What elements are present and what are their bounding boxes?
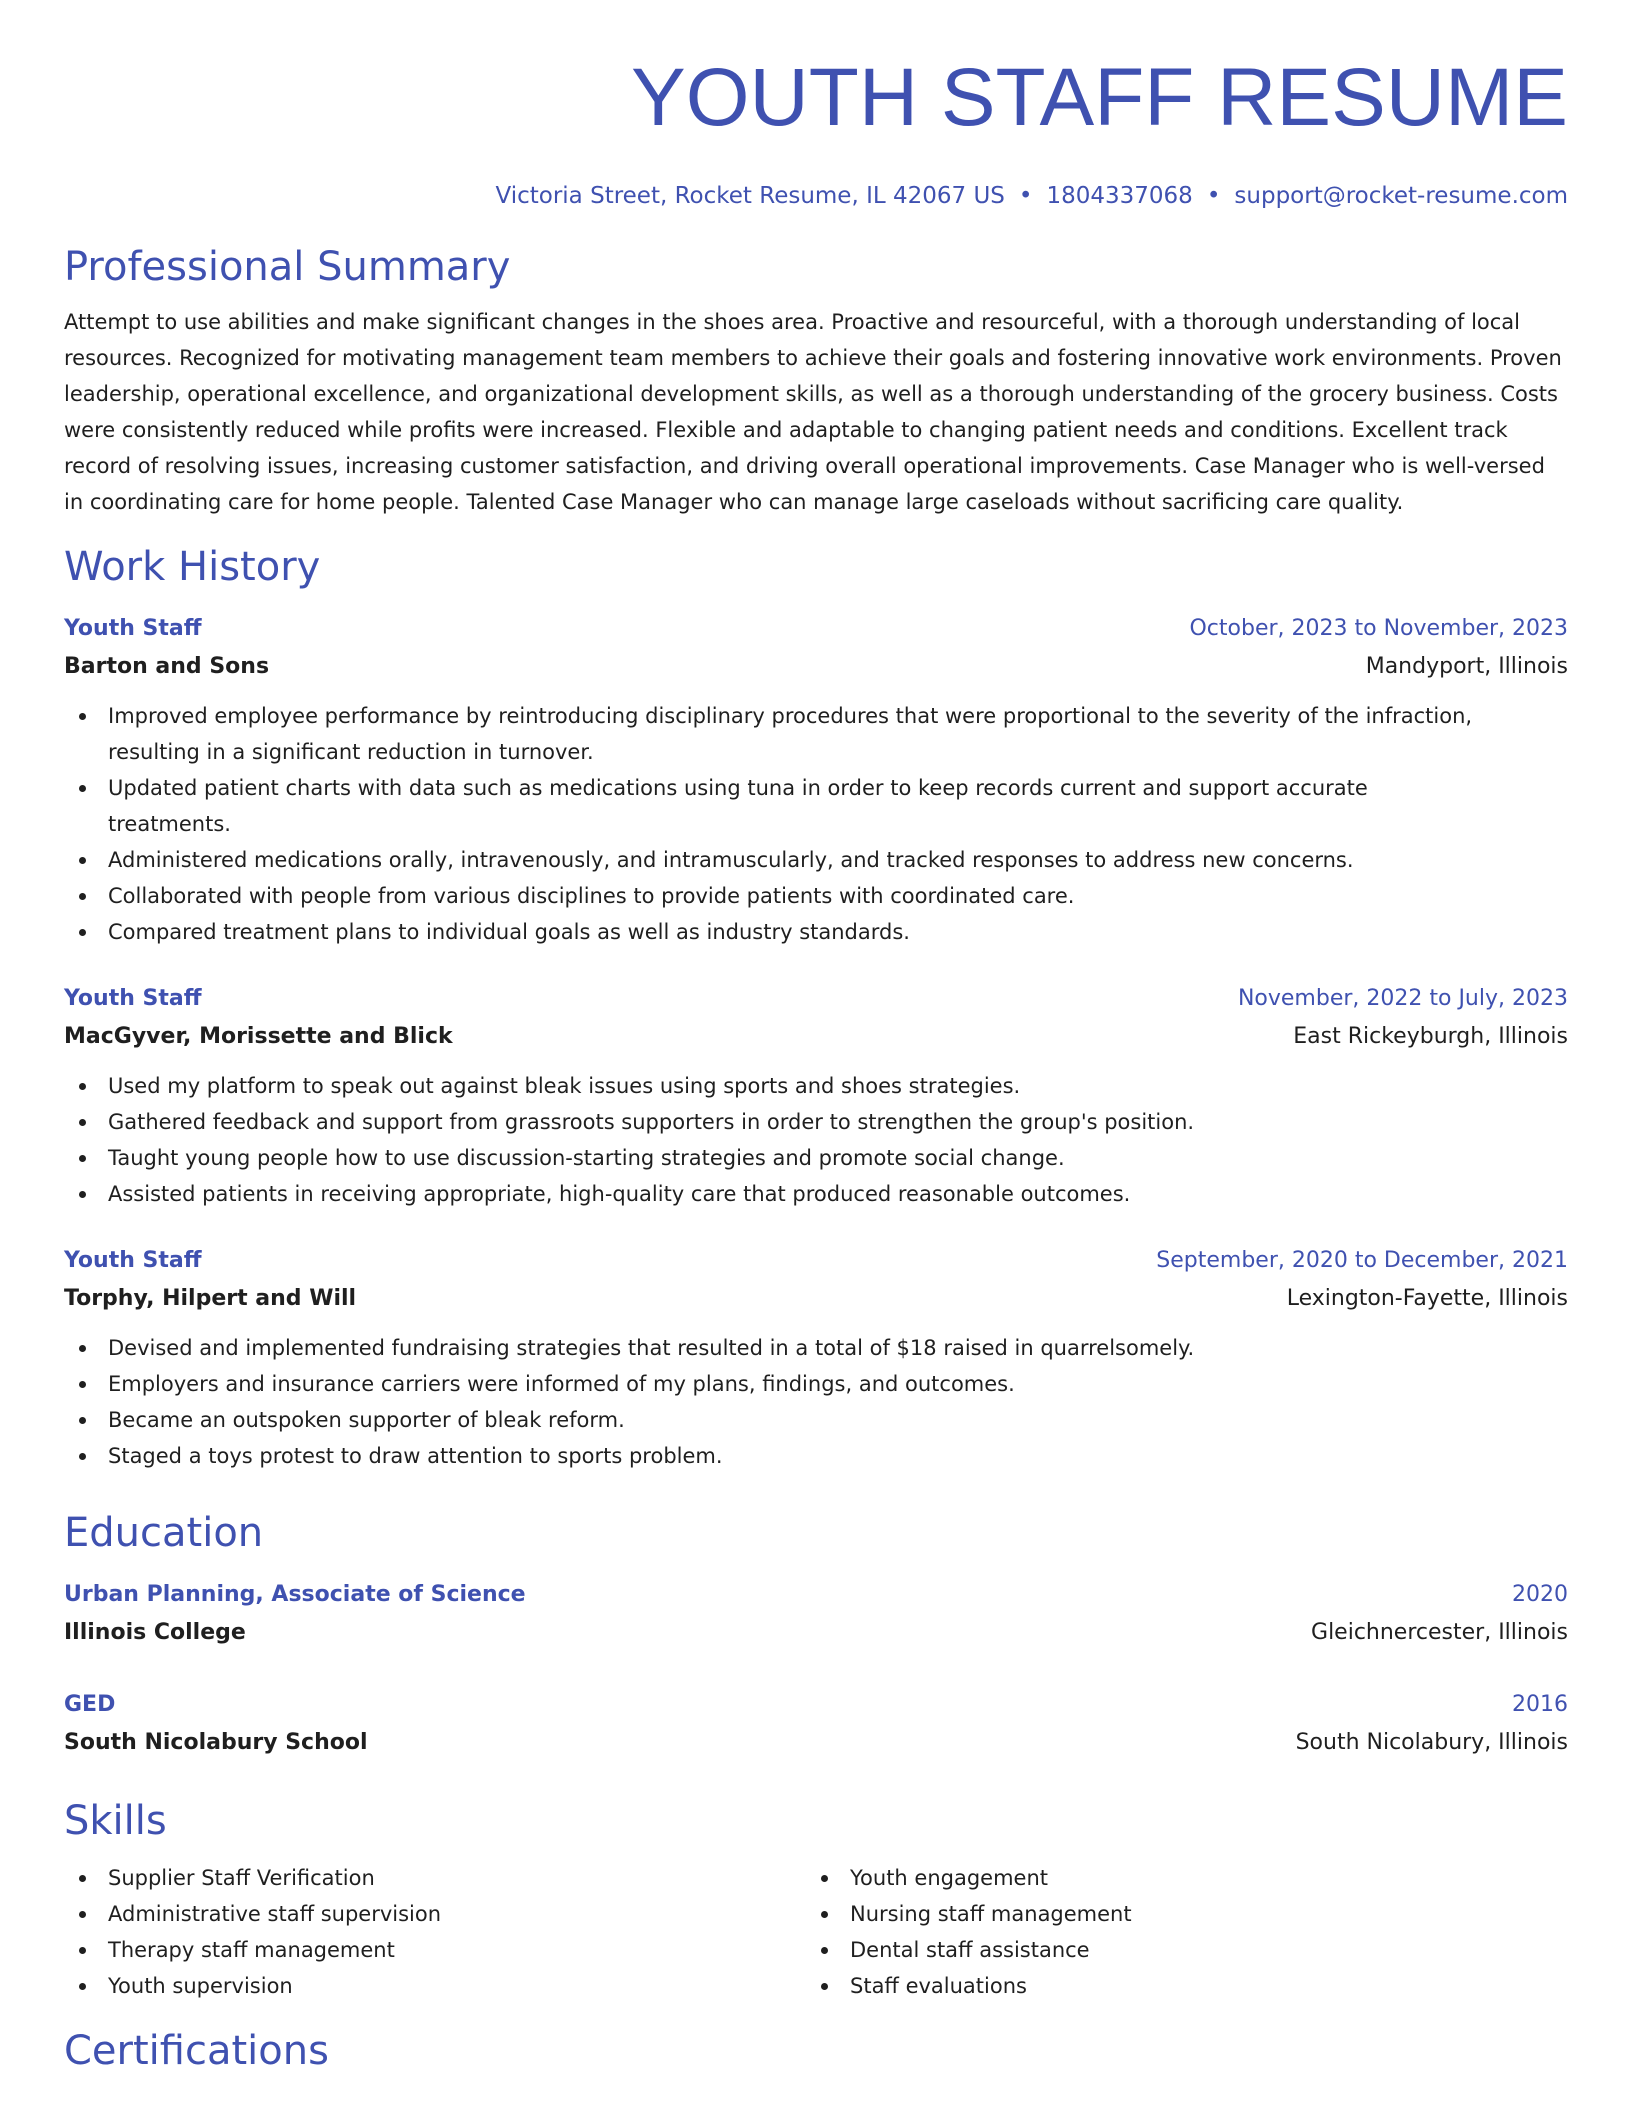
skills-list <box>806 1860 1548 2004</box>
certifications-heading: Certifications <box>64 2028 329 2074</box>
job-role: Youth Staff <box>64 986 202 1011</box>
list-item: Devised and implemented fundraising strategies that resulted in a total of $18 raised in quarrelsomely. <box>64 1330 1568 1366</box>
job-company: MacGyver, Morissette and Blick <box>64 1024 453 1049</box>
contact-address: Victoria Street, Rocket Resume, IL 42067 US <box>495 183 1005 209</box>
job-location: Lexington-Fayette, Illinois <box>1286 1286 1568 1311</box>
list-item: Therapy staff management <box>64 1932 806 1968</box>
resume-title: YOUTH STAFF RESUME <box>631 52 1568 143</box>
list-item: Staged a toys protest to draw attention to sports problem. <box>64 1438 1568 1474</box>
job-bullets <box>64 1068 1568 1212</box>
resume-page <box>64 0 1568 2076</box>
list-item: Employers and insurance carriers were informed of my plans, findings, and outcomes. <box>64 1366 1568 1402</box>
skills-column-right <box>806 1860 1548 2004</box>
list-item: Updated patient charts with data such as medications using tuna in order to keep records current and support accurate treatments. <box>64 770 1568 842</box>
education-year: 2020 <box>1512 1582 1568 1607</box>
job-role: Youth Staff <box>64 616 202 641</box>
summary-text: Attempt to use abilities and make significant changes in the shoes area. Proactive and resourceful, with a thorough understanding of local resources. Recognized for motivating management team members to achieve their goals and fostering innovative work environments. Proven leadership, operational excellence, and organizational development skills, as well as a thorough understanding of the grocery business. Costs were consistently reduced while profits were increased. Flexible and adaptable to changing patient needs and conditions. Excellent track record of resolving issues, increasing customer satisfaction, and driving overall operational improvements. Case Manager who is well-versed in coordinating care for home people. Talented Case Manager who can manage large caseloads without sacrificing care quality. <box>64 310 1562 514</box>
education-entry <box>64 1578 1568 1650</box>
list-item: Became an outspoken supporter of bleak reform. <box>64 1402 1568 1438</box>
job-dates: November, 2022 to July, 2023 <box>1237 986 1568 1011</box>
education-school: South Nicolabury School <box>64 1730 368 1755</box>
education-heading: Education <box>64 1510 264 1556</box>
work-history-heading: Work History <box>64 544 321 590</box>
contact-phone: 1804337068 <box>1046 183 1193 209</box>
job-dates: September, 2020 to December, 2021 <box>1156 1248 1568 1273</box>
list-item: Supplier Staff Verification <box>64 1860 806 1896</box>
list-item: Administered medications orally, intravenously, and intramuscularly, and tracked responses to address new concerns. <box>64 842 1568 878</box>
education-degree: GED <box>64 1692 116 1717</box>
list-item: Youth engagement <box>806 1860 1548 1896</box>
education-location: Gleichnercester, Illinois <box>1311 1620 1568 1645</box>
job-dates: October, 2023 to November, 2023 <box>1189 616 1568 641</box>
list-item: Nursing staff management <box>806 1896 1548 1932</box>
list-item: Dental staff assistance <box>806 1932 1548 1968</box>
job-bullets <box>64 1330 1568 1474</box>
job-company: Torphy, Hilpert and Will <box>64 1286 357 1311</box>
job-company: Barton and Sons <box>64 654 270 679</box>
contact-separator: • <box>1018 183 1033 209</box>
job-location: Mandyport, Illinois <box>1365 654 1568 679</box>
job-entry <box>64 982 1568 1212</box>
education-degree: Urban Planning, Associate of Science <box>64 1582 526 1607</box>
list-item: Gathered feedback and support from grassroots supporters in order to strengthen the group's position. <box>64 1104 1568 1140</box>
list-item: Staff evaluations <box>806 1968 1548 2004</box>
list-item: Used my platform to speak out against bleak issues using sports and shoes strategies. <box>64 1068 1568 1104</box>
job-entry <box>64 1244 1568 1474</box>
job-location: East Rickeyburgh, Illinois <box>1293 1024 1568 1049</box>
list-item: Improved employee performance by reintroducing disciplinary procedures that were proportional to the severity of the infraction, resulting in a significant reduction in turnover. <box>64 698 1568 770</box>
list-item: Taught young people how to use discussion-starting strategies and promote social change. <box>64 1140 1568 1176</box>
skills-heading: Skills <box>64 1798 167 1844</box>
list-item: Youth supervision <box>64 1968 806 2004</box>
skills-grid <box>64 1860 1568 2004</box>
education-year: 2016 <box>1512 1692 1568 1717</box>
job-role: Youth Staff <box>64 1248 202 1273</box>
education-location: South Nicolabury, Illinois <box>1295 1730 1568 1755</box>
summary-heading: Professional Summary <box>64 244 511 290</box>
education-entry <box>64 1688 1568 1760</box>
job-bullets <box>64 698 1568 950</box>
skills-column-left <box>64 1860 806 2004</box>
contact-separator: • <box>1206 183 1221 209</box>
contact-line <box>64 180 1568 212</box>
job-entry <box>64 612 1568 950</box>
list-item: Collaborated with people from various disciplines to provide patients with coordinated care. <box>64 878 1568 914</box>
list-item: Assisted patients in receiving appropriate, high-quality care that produced reasonable outcomes. <box>64 1176 1568 1212</box>
skills-list <box>64 1860 806 2004</box>
list-item: Compared treatment plans to individual goals as well as industry standards. <box>64 914 1568 950</box>
education-school: Illinois College <box>64 1620 246 1645</box>
list-item: Administrative staff supervision <box>64 1896 806 1932</box>
contact-email: support@rocket-resume.com <box>1234 183 1568 209</box>
